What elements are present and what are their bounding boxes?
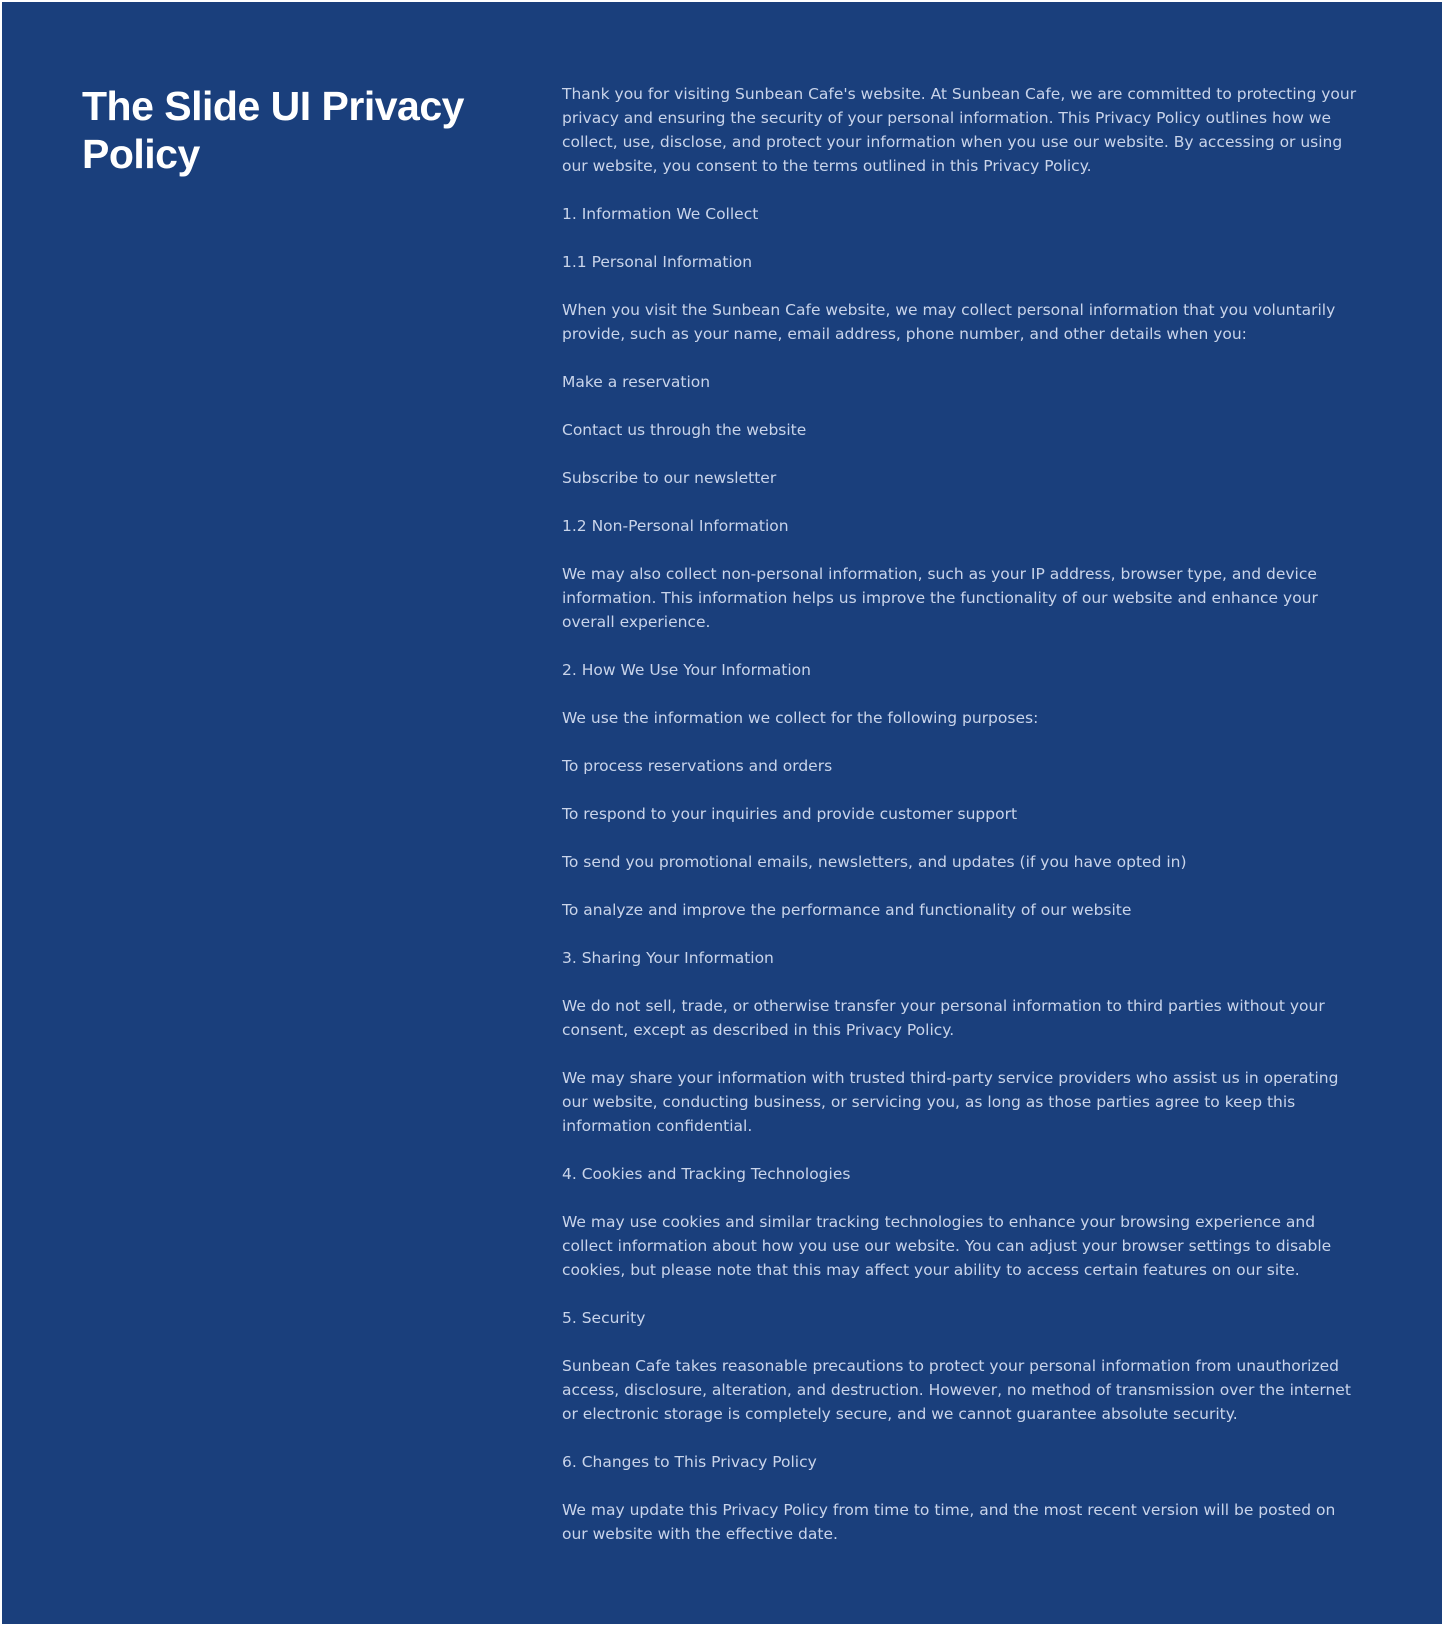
non-personal-information-paragraph: We may also collect non-personal information, such as your IP address, browser type, and device information. This information helps us improve the functionality of our website and enhance your overall experience. bbox=[562, 565, 1318, 631]
how-we-use-intro: We use the information we collect for the following purposes: bbox=[562, 709, 1039, 727]
list-item-make-reservation: Make a reservation bbox=[562, 373, 711, 391]
section-heading-changes: 6. Changes to This Privacy Policy bbox=[562, 1453, 817, 1471]
page-title: The Slide UI Privacy Policy bbox=[82, 83, 464, 177]
section-heading-information-we-collect: 1. Information We Collect bbox=[562, 205, 759, 223]
intro-paragraph: Thank you for visiting Sunbean Cafe's website. At Sunbean Cafe, we are committed to protecting your privacy and ensuring the security of your personal information. This Privacy Policy outlines how we collect, use, disclose, and protect your information when you use our website. By accessing or using our website, you consent to the terms outlined in this Privacy Policy. bbox=[562, 85, 1357, 175]
security-paragraph: Sunbean Cafe takes reasonable precautions to protect your personal information from unauthorized access, disclosure, alteration, and destruction. However, no method of transmission over the internet or electronic storage is completely secure, and we cannot guarantee absolute security. bbox=[562, 1357, 1351, 1423]
list-item-subscribe-newsletter: Subscribe to our newsletter bbox=[562, 469, 777, 487]
section-heading-how-we-use: 2. How We Use Your Information bbox=[562, 661, 811, 679]
section-heading-security: 5. Security bbox=[562, 1309, 646, 1327]
list-item-process-reservations: To process reservations and orders bbox=[562, 757, 833, 775]
cookies-paragraph: We may use cookies and similar tracking technologies to enhance your browsing experience and collect information about how you use our website. You can adjust your browser settings to disable cookies, but please note that this may affect your ability to access certain features on our site. bbox=[562, 1213, 1332, 1279]
sharing-paragraph-1: We do not sell, trade, or otherwise transfer your personal information to third parties without your consent, except as described in this Privacy Policy. bbox=[562, 997, 1325, 1039]
privacy-policy-page bbox=[2, 2, 1442, 1624]
section-heading-sharing: 3. Sharing Your Information bbox=[562, 949, 774, 967]
policy-content bbox=[562, 82, 1362, 1570]
list-item-respond-inquiries: To respond to your inquiries and provide customer support bbox=[562, 805, 1018, 823]
subsection-heading-personal-information: 1.1 Personal Information bbox=[562, 253, 753, 271]
list-item-contact-us: Contact us through the website bbox=[562, 421, 807, 439]
section-heading-cookies: 4. Cookies and Tracking Technologies bbox=[562, 1165, 851, 1183]
sharing-paragraph-2: We may share your information with trusted third-party service providers who assist us in operating our website, conducting business, or servicing you, as long as those parties agree to keep this information confidential. bbox=[562, 1069, 1339, 1135]
list-item-promotional-emails: To send you promotional emails, newsletters, and updates (if you have opted in) bbox=[562, 853, 1187, 871]
list-item-analyze-performance: To analyze and improve the performance and functionality of our website bbox=[562, 901, 1132, 919]
subsection-heading-non-personal-information: 1.2 Non-Personal Information bbox=[562, 517, 789, 535]
personal-information-paragraph: When you visit the Sunbean Cafe website, we may collect personal information that you voluntarily provide, such as your name, email address, phone number, and other details when you: bbox=[562, 301, 1336, 343]
changes-paragraph: We may update this Privacy Policy from time to time, and the most recent version will be posted on our website with the effective date. bbox=[562, 1501, 1336, 1543]
